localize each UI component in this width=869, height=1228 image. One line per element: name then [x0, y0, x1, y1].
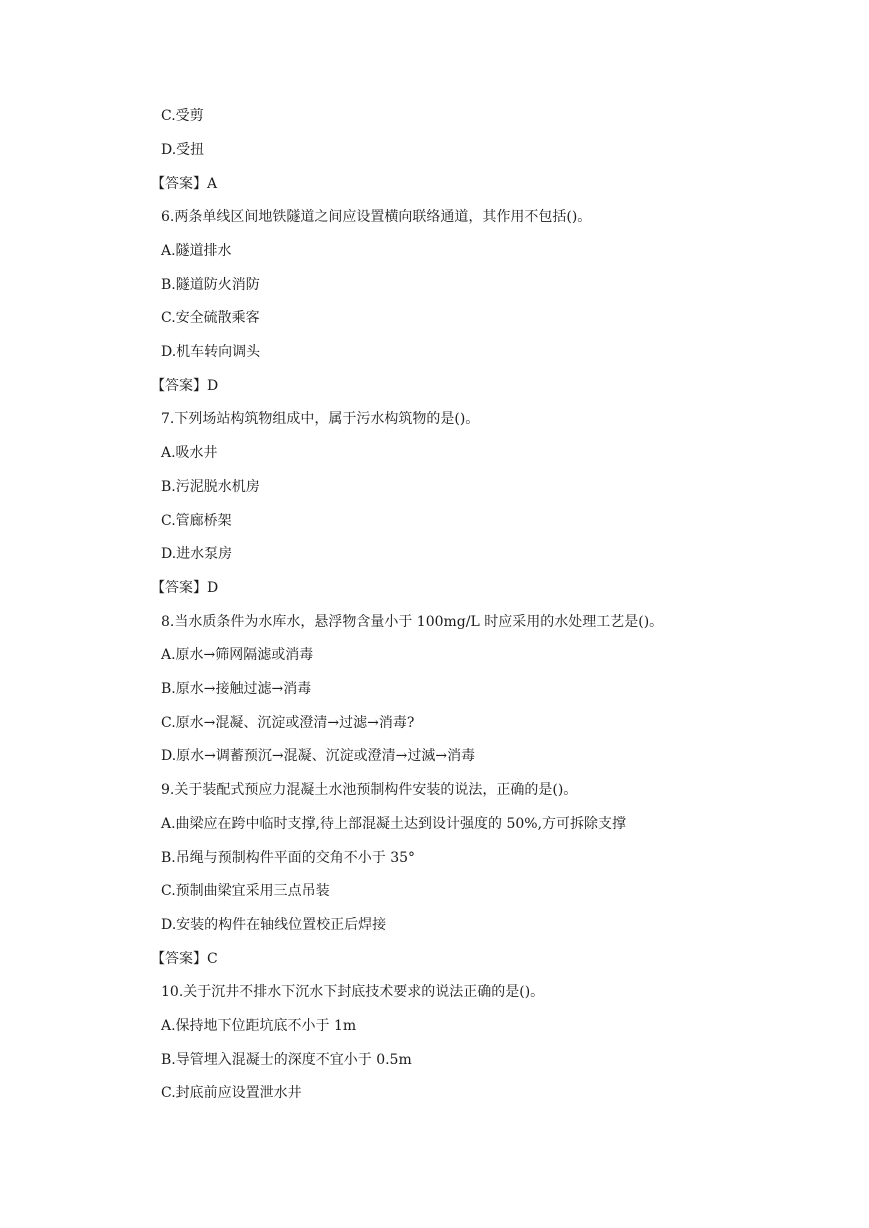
option-line: C.受剪 — [161, 108, 204, 124]
question-line: 9.关于装配式预应力混凝土水池预制构件安装的说法，正确的是()。 — [161, 782, 578, 798]
option-line: A.原水→筛网隔滤或消毒 — [161, 647, 314, 663]
question-line: 10.关于沉井不排水下沉水下封底技术要求的说法正确的是()。 — [161, 984, 545, 1000]
option-line: D.进水泵房 — [161, 546, 233, 562]
question-line: 8.当水质条件为水库水，悬浮物含量小于 100mg/L 时应采用的水处理工艺是()。 — [161, 614, 664, 630]
option-line: A.曲梁应在跨中临时支撑,待上部混凝土达到设计强度的 50%,方可拆除支撑 — [161, 816, 627, 832]
option-line: C.管廊桥架 — [161, 513, 232, 529]
option-line: C.预制曲梁宜采用三点吊装 — [161, 883, 330, 899]
option-line: B.吊绳与预制构件平面的交角不小于 35° — [161, 850, 416, 866]
question-line: 6.两条单线区间地铁隧道之间应设置横向联络通道，其作用不包括()。 — [161, 209, 592, 225]
option-line: A.保持地下位距坑底不小于 1m — [161, 1018, 357, 1034]
option-line: B.原水→接触过滤→消毒 — [161, 681, 312, 697]
option-line: B.导管埋入混凝士的深度不宜小于 0.5m — [161, 1052, 412, 1068]
question-line: 7.下列场站构筑物组成中，属于污水构筑物的是()。 — [161, 411, 480, 427]
option-line: D.原水→调蓄预沉→混凝、沉淀或澄清→过滅→消毒 — [161, 748, 476, 764]
option-line: C.封底前应设置泄水井 — [161, 1085, 302, 1101]
option-line: B.污泥脱水机房 — [161, 479, 260, 495]
answer-line: 【答案】D — [151, 580, 219, 596]
option-line: A.吸水井 — [161, 445, 218, 461]
option-line: D.机车转向调头 — [161, 344, 261, 360]
option-line: D.受扭 — [161, 142, 205, 158]
answer-line: 【答案】C — [151, 951, 218, 967]
answer-line: 【答案】A — [151, 176, 218, 192]
option-line: D.安装的构件在轴线位置校正后焊接 — [161, 917, 387, 933]
answer-line: 【答案】D — [151, 378, 219, 394]
option-line: B.隧道防火消防 — [161, 277, 260, 293]
option-line: A.隧道排水 — [161, 243, 232, 259]
option-line: C.安全硫散乘客 — [161, 310, 260, 326]
option-line: C.原水→混凝、沉淀或澄清→过滤→消毒? — [161, 715, 415, 731]
